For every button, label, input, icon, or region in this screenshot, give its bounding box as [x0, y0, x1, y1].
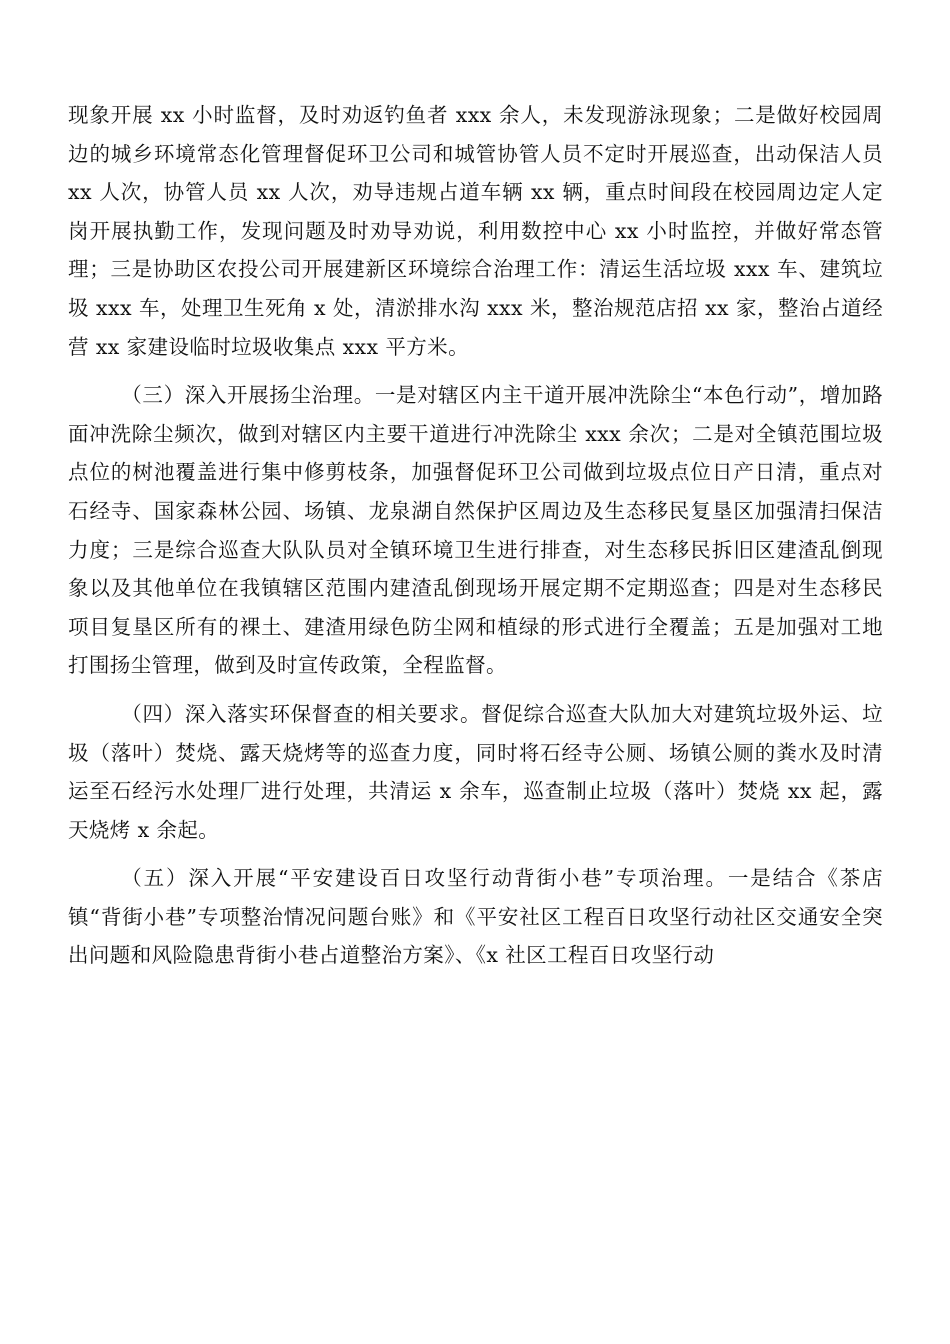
document-body	[68, 96, 883, 975]
paragraph-continuation: 现象开展 xx 小时监督，及时劝返钓鱼者 xxx 余人，未发现游泳现象；二是做好校园周边的城乡环境常态化管理督促环卫公司和城管协管人员不定时开展巡查，出动保洁人员 xx 人次，协管人员 xx 人次，劝导违规占道车辆 xx 辆，重点时间段在校园周边定人定岗开展执勤工作，发现问题及时劝导劝说，利用数控中心 xx 小时监控，并做好常态管理；三是协助区农投公司开展建新区环境综合治理工作：清运生活垃圾 xxx 车、建筑垃圾 xxx 车，处理卫生死角 x 处，清淤排水沟 xxx 米，整治规范店招 xx 家，整治占道经营 xx 家建设临时垃圾收集点 xxx 平方米。	[68, 103, 883, 359]
paragraph-environmental-inspection: （四）深入落实环保督查的相关要求。督促综合巡查大队加大对建筑垃圾外运、垃圾（落叶）焚烧、露天烧烤等的巡查力度，同时将石经寺公厕、场镇公厕的粪水及时清运至石经污水处理厂进行处理，共清运 x 余车，巡查制止垃圾（落叶）焚烧 xx 起，露天烧烤 x 余起。	[68, 701, 883, 842]
paragraph-back-alley-governance: （五）深入开展“平安建设百日攻坚行动背街小巷”专项治理。一是结合《茶店镇“背街小巷”专项整治情况问题台账》和《平安社区工程百日攻坚行动社区交通安全突出问题和风险隐患背街小巷占道整治方案》、《x 社区工程百日攻坚行动	[68, 866, 883, 968]
paragraph-dust-control: （三）深入开展扬尘治理。一是对辖区内主干道开展冲洗除尘“本色行动”，增加路面冲洗除尘频次，做到对辖区内主要干道进行冲洗除尘 xxx 余次；二是对全镇范围垃圾点位的树池覆盖进行集中修剪枝条，加强督促环卫公司做到垃圾点位日产日清，重点对石经寺、国家森林公园、场镇、龙泉湖自然保护区周边及生态移民复垦区加强清扫保洁力度；三是综合巡查大队队员对全镇环境卫生进行排查，对生态移民拆旧区建渣乱倒现象以及其他单位在我镇辖区范围内建渣乱倒现场开展定期不定期巡查；四是对生态移民项目复垦区所有的裸土、建渣用绿色防尘网和植绿的形式进行全覆盖；五是加强对工地打围扬尘管理，做到及时宣传政策，全程监督。	[68, 383, 883, 678]
